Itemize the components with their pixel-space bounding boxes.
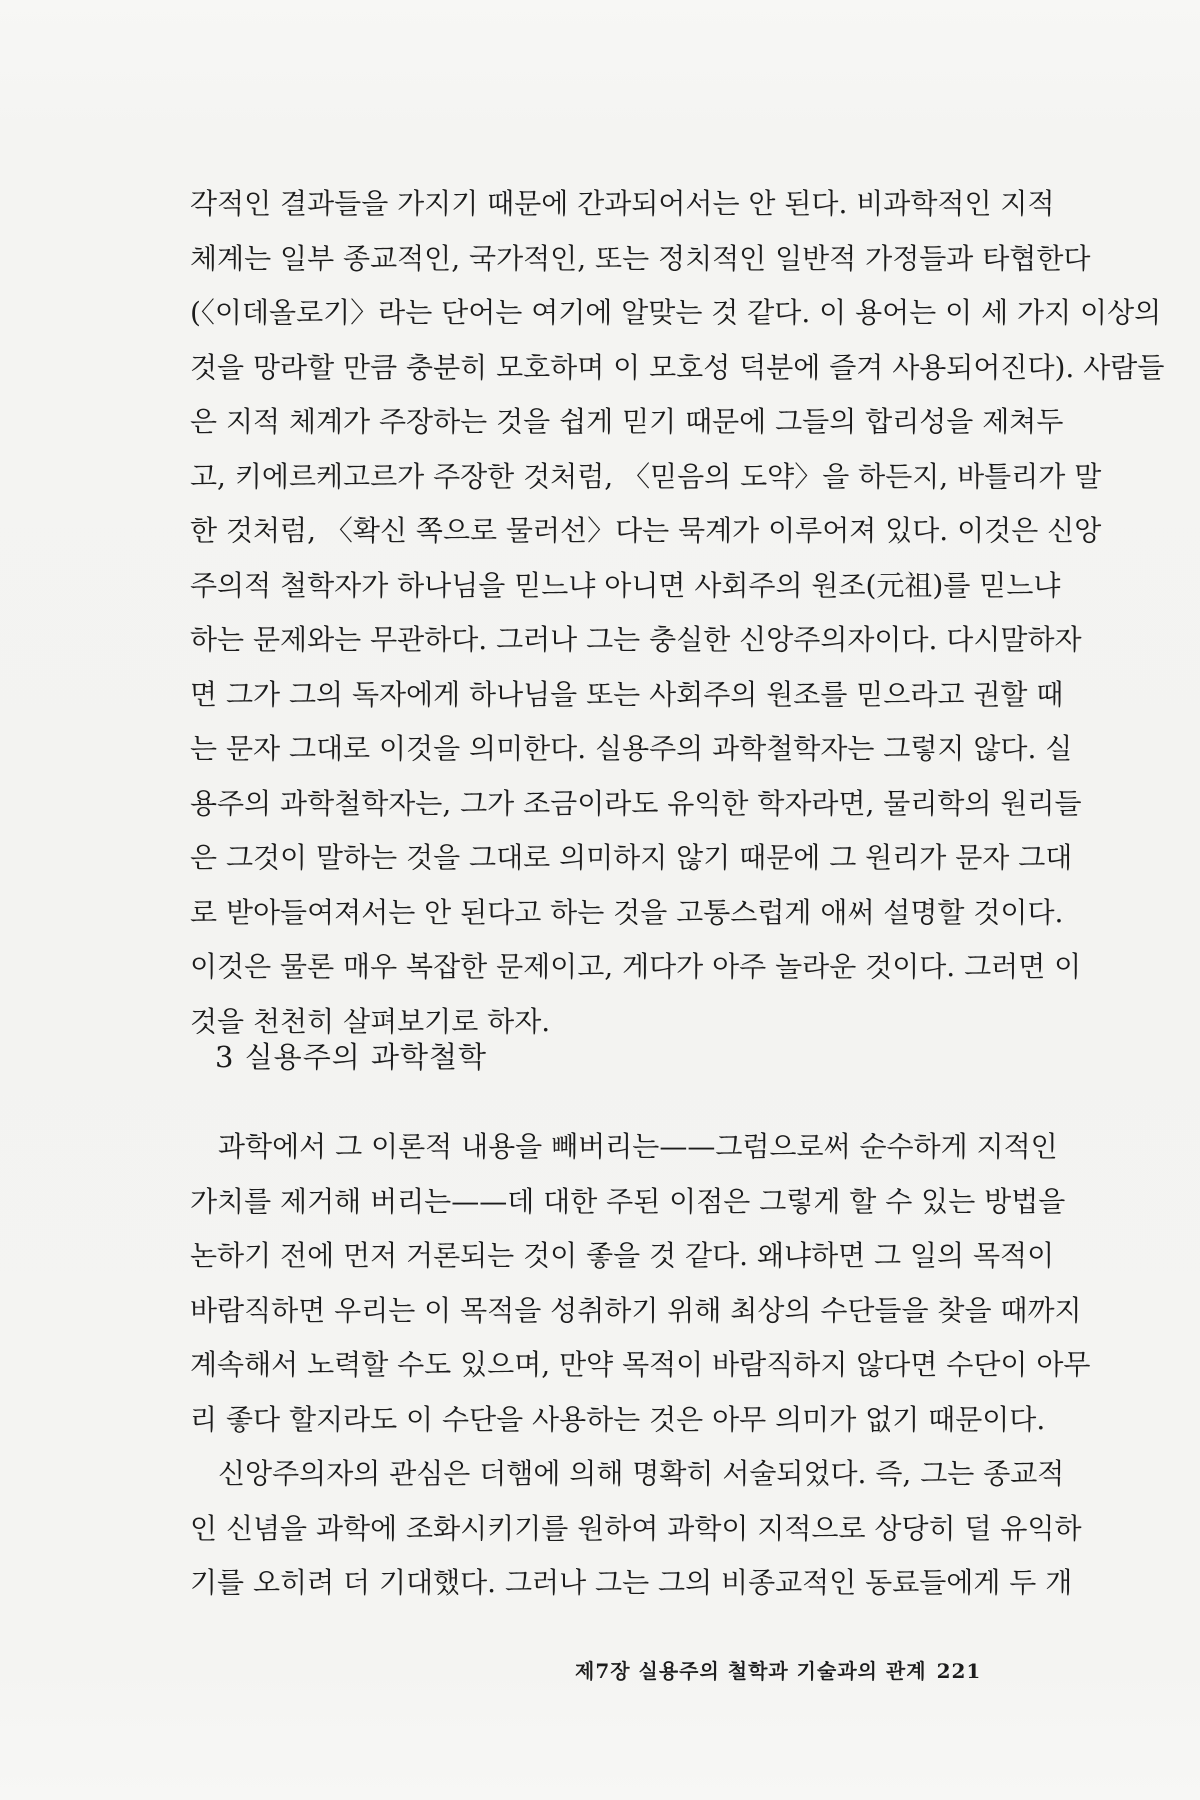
paragraph [190, 1447, 1082, 1611]
text-line: 것을 천천히 살펴보기로 하자. [190, 1004, 551, 1038]
text-line: 계속해서 노력할 수도 있으며, 만약 목적이 바람직하지 않다면 수단이 아무 [190, 1348, 1091, 1381]
text-line: 는 문자 그대로 이것을 의미한다. 실용주의 과학철학자는 그렇지 않다. 실 [190, 732, 1073, 765]
text-line: 기를 오히려 더 기대했다. 그러나 그는 그의 비종교적인 동료들에게 두 개 [190, 1566, 1073, 1599]
running-footer [575, 1655, 981, 1684]
chapter-title: 제7장 실용주의 철학과 기술과의 관계 [575, 1659, 927, 1683]
text-line: 면 그가 그의 독자에게 하나님을 또는 사회주의 원조를 믿으라고 권할 때 [190, 677, 1064, 711]
body-text-bottom [190, 1120, 1091, 1611]
section-heading: 3 실용주의 과학철학 [215, 1040, 487, 1074]
text-line: (〈이데올로기〉라는 단어는 여기에 알맞는 것 같다. 이 용어는 이 세 가지 이상의 [190, 296, 1162, 329]
page-number: 221 [936, 1659, 982, 1683]
text-line: 인 신념을 과학에 조화시키기를 원하여 과학이 지적으로 상당히 덜 유익하 [190, 1511, 1082, 1545]
text-line: 은 지적 체계가 주장하는 것을 쉽게 믿기 때문에 그들의 합리성을 제쳐두 [190, 405, 1064, 438]
text-line: 용주의 과학철학자는, 그가 조금이라도 유익한 학자라면, 물리학의 원리들 [190, 786, 1082, 820]
text-line: 가치를 제거해 버리는——데 대한 주된 이점은 그렇게 할 수 있는 방법을 [190, 1184, 1066, 1218]
paragraph [190, 1120, 1091, 1447]
text-line: 과학에서 그 이론적 내용을 빼버리는——그럼으로써 순수하게 지적인 [218, 1130, 1058, 1163]
text-line: 것을 망라할 만큼 충분히 모호하며 이 모호성 덕분에 즐겨 사용되어진다). 사람들 [190, 350, 1165, 384]
text-line: 이것은 물론 매우 복잡한 문제이고, 게다가 아주 놀라운 것이다. 그러면 이 [190, 950, 1082, 983]
text-line: 각적인 결과들을 가지기 때문에 간과되어서는 안 된다. 비과학적인 지적 [190, 187, 1055, 220]
text-line: 로 받아들여져서는 안 된다고 하는 것을 고통스럽게 애써 설명할 것이다. [190, 895, 1064, 929]
text-line: 하는 문제와는 무관하다. 그러나 그는 충실한 신앙주의자이다. 다시말하자 [190, 623, 1082, 656]
paragraph [190, 177, 1165, 1049]
text-line: 은 그것이 말하는 것을 그대로 의미하지 않기 때문에 그 원리가 문자 그대 [190, 841, 1073, 874]
body-text-top [190, 177, 1165, 1049]
text-line: 논하기 전에 먼저 거론되는 것이 좋을 것 같다. 왜냐하면 그 일의 목적이 [190, 1239, 1055, 1272]
text-line: 주의적 철학자가 하나님을 믿느냐 아니면 사회주의 원조(元祖)를 믿느냐 [190, 568, 1061, 602]
text-line: 한 것처럼, 〈확신 쪽으로 물러선〉다는 묵계가 이루어져 있다. 이것은 신앙 [190, 514, 1102, 547]
text-line: 신앙주의자의 관심은 더햄에 의해 명확히 서술되었다. 즉, 그는 종교적 [218, 1457, 1065, 1490]
text-line: 바람직하면 우리는 이 목적을 성취하기 위해 최상의 수단들을 찾을 때까지 [190, 1293, 1082, 1327]
text-line: 체계는 일부 종교적인, 국가적인, 또는 정치적인 일반적 가정들과 타협한다 [190, 241, 1091, 275]
text-line: 고, 키에르케고르가 주장한 것처럼, 〈믿음의 도약〉을 하든지, 바틀리가 말 [190, 459, 1102, 493]
text-line: 리 좋다 할지라도 이 수단을 사용하는 것은 아무 의미가 없기 때문이다. [190, 1402, 1046, 1436]
